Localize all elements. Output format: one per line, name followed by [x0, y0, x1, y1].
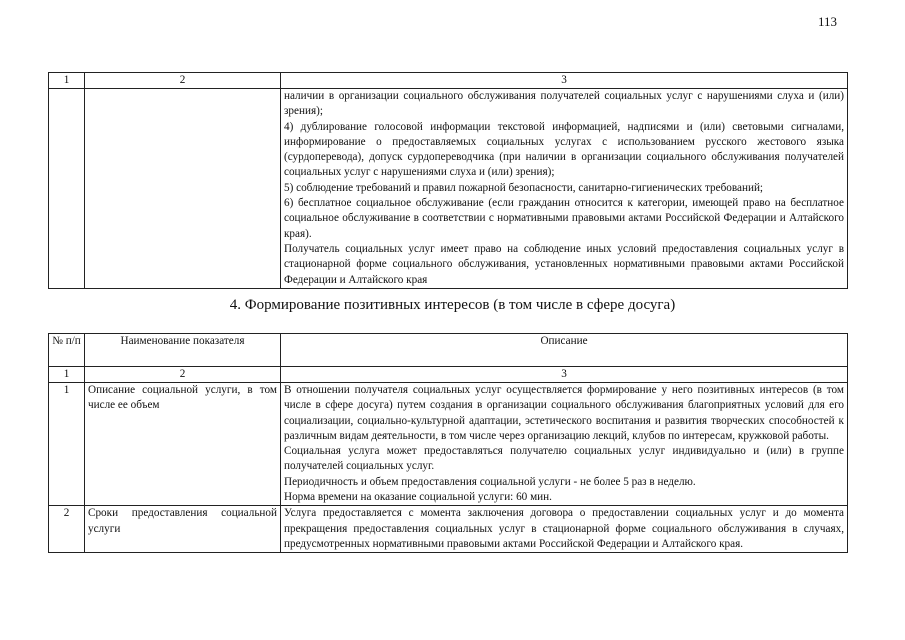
description-paragraph: В отношении получателя социальных услуг осуществляется формирование у него позитивных интересов (в том числе в сфере досуга) путем создания в организации социального обслуживания благоприятных условий для его социализации, социально-культурной адаптации, эстетического воспитания и развития творческих способностей к различным видам деятельности, в том числе через организацию лекций, клубов по интересам, кружковой работы.	[284, 384, 844, 442]
empty-num-cell	[49, 89, 85, 289]
col-number-2: 2	[85, 367, 281, 383]
header-num: № п/п	[49, 334, 85, 367]
table-row	[49, 89, 848, 289]
header-description: Описание	[281, 334, 848, 367]
col-number-1: 1	[49, 367, 85, 383]
description-paragraph: Периодичность и объем предоставления социальной услуги - не более 5 раз в неделю.	[284, 475, 696, 488]
service-description-table	[48, 333, 848, 553]
row-number: 2	[49, 506, 85, 553]
header-row	[49, 334, 848, 367]
description-cell	[281, 506, 848, 553]
column-number-row	[49, 73, 848, 89]
table-row	[49, 506, 848, 553]
description-paragraph: 5) соблюдение требований и правил пожарной безопасности, санитарно-гигиенических требований;	[284, 181, 764, 194]
description-paragraph: наличии в организации социального обслуживания получателей социальных услуг с нарушениями слуха и (или) зрения);	[284, 90, 844, 118]
col-number-3: 3	[281, 73, 848, 89]
col-number-3: 3	[281, 367, 848, 383]
col-number-2: 2	[85, 73, 281, 89]
section-title: 4. Формирование позитивных интересов (в том числе в сфере досуга)	[229, 297, 676, 313]
description-paragraph: Получатель социальных услуг имеет право на соблюдение иных условий предоставления социальных услуг в стационарной форме социального обслуживания, установленных нормативными правовыми актами Российской Федерации и Алтайского края	[284, 242, 844, 286]
row-number: 1	[49, 383, 85, 506]
description-paragraph: 4) дублирование голосовой информации текстовой информацией, надписями и (или) световыми сигналами, информирование о предоставляемых социальных услугах с использованием русского жестового языка (сурдоперевода), допуск сурдопереводчика (при наличии в организации социального обслуживания получателей социальных услуг с нарушениями слуха и (или) зрения);	[284, 120, 844, 179]
description-paragraph: 6) бесплатное социальное обслуживание (если гражданин относится к категории, имеющей право на бесплатное социальное обслуживание в соответствии с нормативными правовыми актами Российской Федерации и Алтайского края).	[284, 197, 844, 240]
description-cell	[281, 89, 848, 289]
conditions-table-continued	[48, 72, 848, 289]
header-name: Наименование показателя	[85, 334, 281, 367]
col-number-1: 1	[49, 73, 85, 89]
empty-name-cell	[85, 89, 281, 289]
table-row	[49, 383, 848, 506]
column-number-row	[49, 367, 848, 383]
page-number: 113	[818, 14, 838, 29]
description-paragraph: Услуга предоставляется с момента заключения договора о предоставлении социальных услуг и до момента прекращения предоставления социальных услуг в стационарной форме социального обслуживания в случаях, предусмотренных нормативными правовыми актами Российской Федерации и Алтайского края.	[284, 507, 844, 550]
indicator-name: Описание социальной услуги, в том числе ее объем	[85, 383, 281, 506]
indicator-name: Сроки предоставления социальной услуги	[85, 506, 281, 553]
description-paragraph: Норма времени на оказание социальной услуги: 60 мин.	[284, 491, 552, 504]
description-paragraph: Социальная услуга может предоставляться получателю социальных услуг индивидуально и (или) в группе получателей социальных услуг.	[284, 445, 844, 473]
description-cell	[281, 383, 848, 506]
